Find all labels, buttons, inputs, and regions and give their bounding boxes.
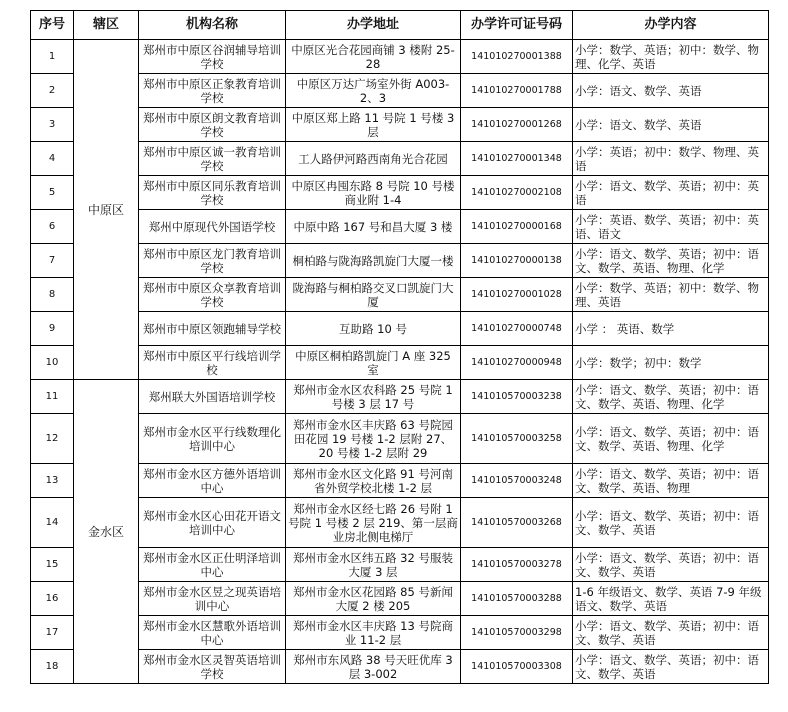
cell-district: 金水区 xyxy=(74,380,139,684)
cell-content: 小学：语文、数学、英语；初中：语文、数学、英语、物理 xyxy=(573,464,769,498)
table-row xyxy=(31,582,769,616)
cell-address: 陇海路与桐柏路交叉口凯旋门大厦 xyxy=(286,278,461,312)
cell-address: 中原区桐柏路凯旋门 A 座 325 室 xyxy=(286,346,461,380)
cell-content: 小学：语文、数学、英语；初中：语文、数学、英语 xyxy=(573,498,769,548)
cell-content: 小学：语文、数学、英语 xyxy=(573,108,769,142)
cell-license: 141010570003308 xyxy=(461,650,573,684)
table-row xyxy=(31,380,769,414)
cell-license: 141010570003278 xyxy=(461,548,573,582)
cell-address: 桐柏路与陇海路凯旋门大厦一楼 xyxy=(286,244,461,278)
cell-license: 141010270002108 xyxy=(461,176,573,210)
cell-address: 郑州市金水区丰庆路 13 号院商业 11-2 层 xyxy=(286,616,461,650)
cell-license: 141010270001788 xyxy=(461,74,573,108)
cell-seq: 16 xyxy=(31,582,74,616)
table-row xyxy=(31,548,769,582)
cell-org-name: 郑州市金水区平行线数理化培训中心 xyxy=(139,414,286,464)
school-registry-table xyxy=(30,10,769,684)
cell-license: 141010270000948 xyxy=(461,346,573,380)
cell-org-name: 郑州市中原区朗文教育培训学校 xyxy=(139,108,286,142)
cell-license: 141010570003298 xyxy=(461,616,573,650)
cell-org-name: 郑州市金水区灵智英语培训学校 xyxy=(139,650,286,684)
table-row xyxy=(31,278,769,312)
cell-address: 郑州市金水区纬五路 32 号服装大厦 3 层 xyxy=(286,548,461,582)
cell-license: 141010270001268 xyxy=(461,108,573,142)
table-row xyxy=(31,210,769,244)
cell-address: 郑州市东风路 38 号天旺优库 3 层 3-002 xyxy=(286,650,461,684)
cell-address: 互助路 10 号 xyxy=(286,312,461,346)
cell-org-name: 郑州市中原区诚一教育培训学校 xyxy=(139,142,286,176)
cell-seq: 17 xyxy=(31,616,74,650)
cell-org-name: 郑州市金水区昱之现英语培训中心 xyxy=(139,582,286,616)
cell-org-name: 郑州联大外国语培训学校 xyxy=(139,380,286,414)
cell-org-name: 郑州市金水区心田花开语文培训中心 xyxy=(139,498,286,548)
cell-content: 小学：语文、数学、英语；初中：语文、数学、英语 xyxy=(573,616,769,650)
cell-org-name: 郑州市中原区同乐教育培训学校 xyxy=(139,176,286,210)
cell-seq: 8 xyxy=(31,278,74,312)
cell-content: 小学：语文、数学、英语；初中：英语 xyxy=(573,176,769,210)
cell-seq: 13 xyxy=(31,464,74,498)
cell-address: 郑州市金水区农科路 25 号院 1 号楼 3 层 17 号 xyxy=(286,380,461,414)
cell-content: 小学：语文、数学、英语；初中：语文、数学、英语 xyxy=(573,650,769,684)
cell-seq: 5 xyxy=(31,176,74,210)
cell-org-name: 郑州中原现代外国语学校 xyxy=(139,210,286,244)
cell-content: 小学：语文、数学、英语 xyxy=(573,74,769,108)
cell-license: 141010570003268 xyxy=(461,498,573,548)
table-row xyxy=(31,244,769,278)
cell-license: 141010570003288 xyxy=(461,582,573,616)
header-row xyxy=(31,11,769,40)
table-row xyxy=(31,40,769,74)
col-header-seq: 序号 xyxy=(31,11,74,40)
table-row xyxy=(31,142,769,176)
col-header-district: 辖区 xyxy=(74,11,139,40)
cell-seq: 11 xyxy=(31,380,74,414)
col-header-license: 办学许可证号码 xyxy=(461,11,573,40)
cell-address: 中原区郑上路 11 号院 1 号楼 3 层 xyxy=(286,108,461,142)
cell-seq: 3 xyxy=(31,108,74,142)
cell-content: 小学：英语、数学、英语；初中：英语、语文 xyxy=(573,210,769,244)
cell-content: 小学：语文、数学、英语；初中：语文、数学、英语 xyxy=(573,548,769,582)
cell-org-name: 郑州市中原区谷润辅导培训学校 xyxy=(139,40,286,74)
cell-org-name: 郑州市金水区方德外语培训中心 xyxy=(139,464,286,498)
cell-seq: 6 xyxy=(31,210,74,244)
cell-license: 141010270000748 xyxy=(461,312,573,346)
cell-org-name: 郑州市中原区龙门教育培训学校 xyxy=(139,244,286,278)
cell-seq: 2 xyxy=(31,74,74,108)
table-body xyxy=(31,40,769,684)
cell-content: 小学 ： 英语、数学 xyxy=(573,312,769,346)
col-header-org-name: 机构名称 xyxy=(139,11,286,40)
table-row xyxy=(31,346,769,380)
cell-license: 141010270001028 xyxy=(461,278,573,312)
cell-seq: 1 xyxy=(31,40,74,74)
cell-org-name: 郑州市中原区正象教育培训学校 xyxy=(139,74,286,108)
cell-content: 小学：数学、英语；初中：数学、物理、化学、英语 xyxy=(573,40,769,74)
cell-address: 郑州市金水区经七路 26 号附 1 号院 1 号楼 2 层 219、第一层商业房北侧电梯厅 xyxy=(286,498,461,548)
cell-content: 小学：数学、英语；初中：数学、物理、英语 xyxy=(573,278,769,312)
cell-seq: 10 xyxy=(31,346,74,380)
table-row xyxy=(31,176,769,210)
cell-content: 小学：语文、数学、英语；初中：语文、数学、英语、物理、化学 xyxy=(573,244,769,278)
table-row xyxy=(31,74,769,108)
cell-seq: 14 xyxy=(31,498,74,548)
cell-content: 小学：语文、数学、英语；初中：语文、数学、英语、物理、化学 xyxy=(573,380,769,414)
table-row xyxy=(31,616,769,650)
col-header-content: 办学内容 xyxy=(573,11,769,40)
cell-license: 141010270001388 xyxy=(461,40,573,74)
table-row xyxy=(31,108,769,142)
cell-seq: 4 xyxy=(31,142,74,176)
col-header-address: 办学地址 xyxy=(286,11,461,40)
table-row xyxy=(31,650,769,684)
cell-address: 中原区光合花园商铺 3 楼附 25-28 xyxy=(286,40,461,74)
cell-content: 小学：语文、数学、英语；初中：语文、数学、英语、物理、化学 xyxy=(573,414,769,464)
cell-org-name: 郑州市金水区正仕明泽培训中心 xyxy=(139,548,286,582)
cell-org-name: 郑州市金水区慧歌外语培训中心 xyxy=(139,616,286,650)
cell-license: 141010270001348 xyxy=(461,142,573,176)
cell-org-name: 郑州市中原区平行线培训学校 xyxy=(139,346,286,380)
cell-license: 141010570003248 xyxy=(461,464,573,498)
cell-org-name: 郑州市中原区领跑辅导学校 xyxy=(139,312,286,346)
cell-address: 郑州市金水区文化路 91 号河南省外贸学校北楼 1-2 层 xyxy=(286,464,461,498)
cell-content: 小学：数学；初中：数学 xyxy=(573,346,769,380)
cell-license: 141010270000168 xyxy=(461,210,573,244)
cell-license: 141010270000138 xyxy=(461,244,573,278)
cell-seq: 9 xyxy=(31,312,74,346)
cell-content: 1-6 年级语文、数学、英语 7-9 年级语文、数学、英语 xyxy=(573,582,769,616)
cell-content: 小学：英语；初中：数学、物理、英语 xyxy=(573,142,769,176)
cell-address: 中原中路 167 号和昌大厦 3 楼 xyxy=(286,210,461,244)
cell-address: 中原区万达广场室外街 A003-2、3 xyxy=(286,74,461,108)
cell-seq: 18 xyxy=(31,650,74,684)
table-row xyxy=(31,312,769,346)
cell-address: 郑州市金水区丰庆路 63 号院园田花园 19 号楼 1-2 层附 27、20 号楼 1-2 层附 29 xyxy=(286,414,461,464)
cell-seq: 7 xyxy=(31,244,74,278)
cell-district: 中原区 xyxy=(74,40,139,380)
cell-seq: 12 xyxy=(31,414,74,464)
table-row xyxy=(31,498,769,548)
cell-address: 工人路伊河路西南角光合花园 xyxy=(286,142,461,176)
cell-license: 141010570003258 xyxy=(461,414,573,464)
cell-license: 141010570003238 xyxy=(461,380,573,414)
cell-address: 郑州市金水区花园路 85 号新闻大厦 2 楼 205 xyxy=(286,582,461,616)
cell-org-name: 郑州市中原区众享教育培训学校 xyxy=(139,278,286,312)
cell-seq: 15 xyxy=(31,548,74,582)
cell-address: 中原区冉囤东路 8 号院 10 号楼商业附 1-4 xyxy=(286,176,461,210)
table-row xyxy=(31,464,769,498)
table-row xyxy=(31,414,769,464)
